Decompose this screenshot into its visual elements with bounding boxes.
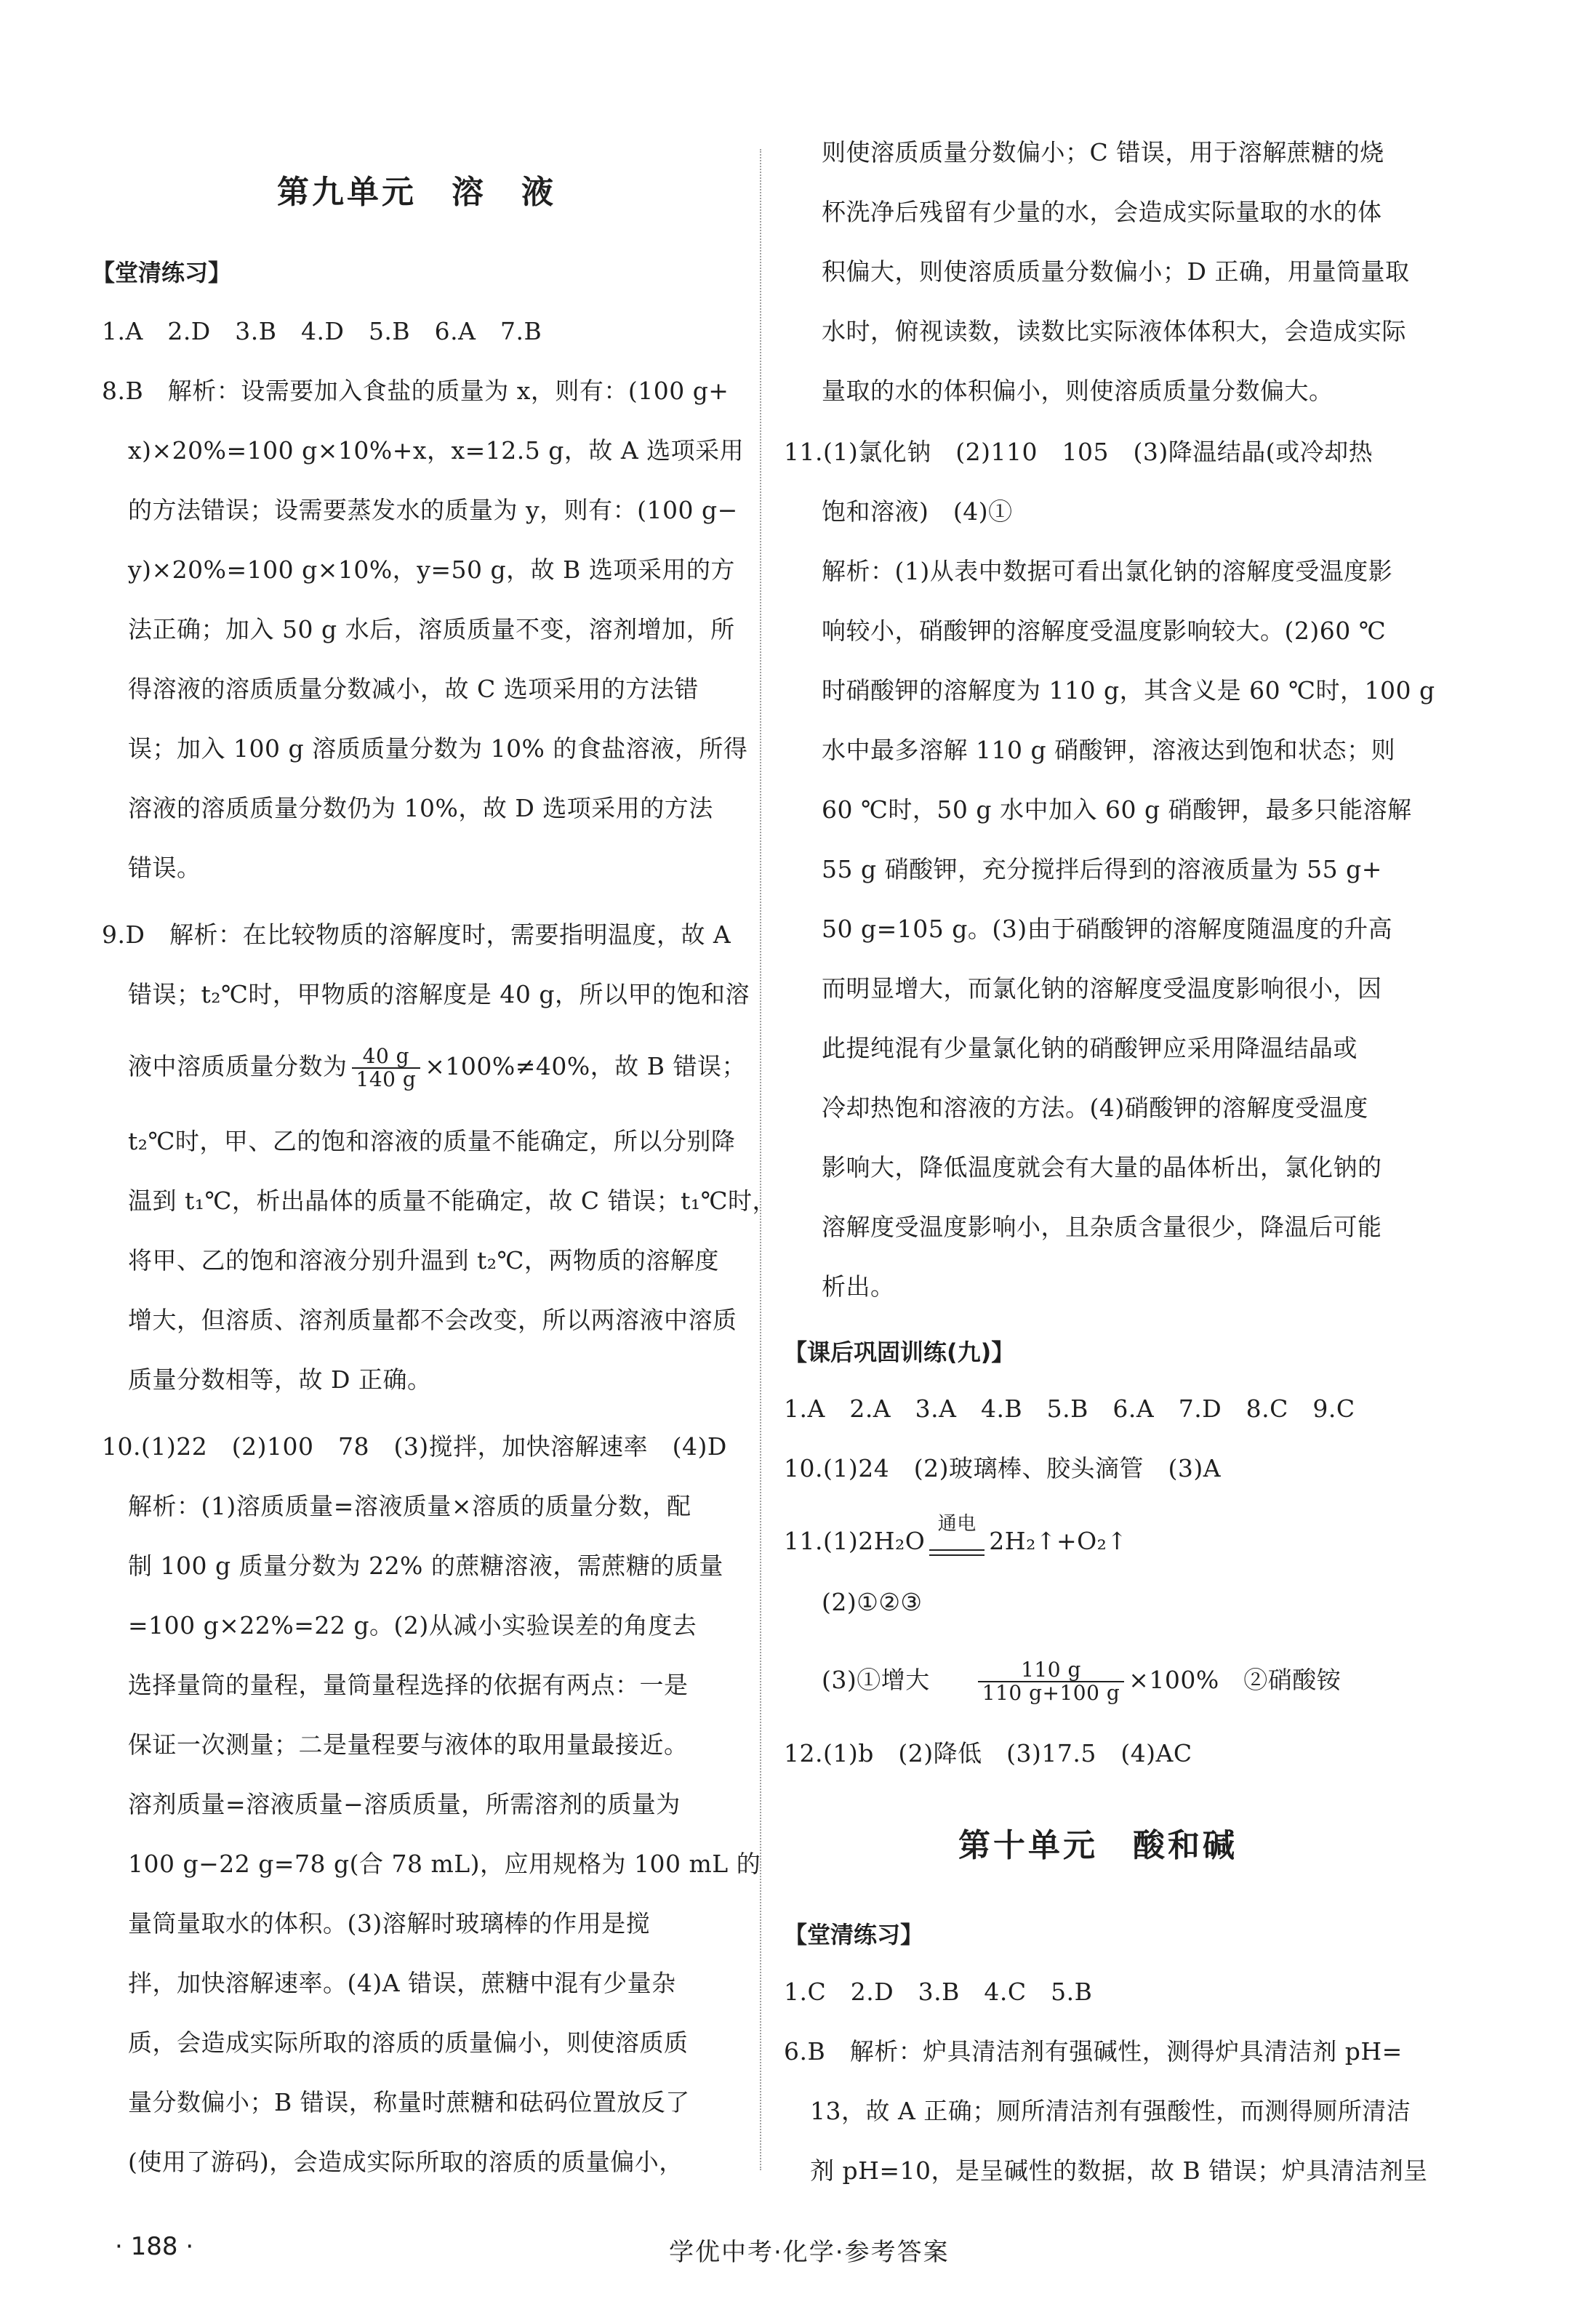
answer-line: x)×20%=100 g×10%+x，x=12.5 g，故 A 选项采用 — [128, 436, 745, 465]
q9-fraction — [352, 1045, 421, 1091]
answer-line: 60 ℃时，50 g 水中加入 60 g 硝酸钾，最多只能溶解 — [822, 795, 1412, 824]
answer-line: 此提纯混有少量氯化钠的硝酸钾应采用降温结晶或 — [822, 1034, 1358, 1062]
q11-3-numerator: 110 g — [978, 1659, 1125, 1682]
q11-3-suffix: ×100% ②硝酸铵 — [1128, 1666, 1342, 1694]
answer-line: (2)①②③ — [822, 1588, 923, 1616]
answer-line: 55 g 硝酸钾，充分搅拌后得到的溶液质量为 55 g+ — [822, 855, 1382, 883]
q11-equation-line — [784, 1513, 1128, 1556]
q9-fraction-suffix: ×100%≠40%，故 B 错误； — [425, 1052, 747, 1080]
answer-line: 量筒量取水的体积。(3)溶解时玻璃棒的作用是搅 — [128, 1909, 651, 1938]
book-title-footer: 学优中考·化学·参考答案 — [669, 2238, 950, 2267]
answer-line: 则使溶质质量分数偏小；C 错误，用于溶解蔗糖的烧 — [822, 138, 1384, 166]
answer-line: 10.(1)24 (2)玻璃棒、胶头滴管 (3)A — [784, 1454, 1222, 1482]
answer-line: 而明显增大，而氯化钠的溶解度受温度影响很小，因 — [822, 974, 1382, 1003]
answer-line: 误；加入 100 g 溶质质量分数为 10% 的食盐溶液，所得 — [128, 734, 748, 763]
answer-line: 量分数偏小；B 错误，称量时蔗糖和砝码位置放反了 — [128, 2088, 690, 2116]
answer-line: 1.A 2.A 3.A 4.B 5.B 6.A 7.D 8.C 9.C — [784, 1394, 1355, 1423]
answer-line: 剂 pH=10，是呈碱性的数据，故 B 错误；炉具清洁剂呈 — [810, 2156, 1428, 2185]
answer-line: 12.(1)b (2)降低 (3)17.5 (4)AC — [784, 1739, 1192, 1767]
answer-line: 响较小，硝酸钾的溶解度受温度影响较大。(2)60 ℃ — [822, 617, 1387, 645]
answer-line: 9.D 解析：在比较物质的溶解度时，需要指明温度，故 A — [102, 920, 731, 949]
answer-line: 将甲、乙的饱和溶液分别升温到 t₂℃，两物质的溶解度 — [128, 1246, 719, 1275]
q11-condition-label: 通电 — [937, 1513, 977, 1535]
answer-line: 温到 t₁℃，析出晶体的质量不能确定，故 C 错误；t₁℃时， — [128, 1187, 777, 1215]
answer-line: y)×20%=100 g×10%，y=50 g，故 B 选项采用的方 — [128, 555, 735, 584]
answer-line: 时硝酸钾的溶解度为 110 g，其含义是 60 ℃时，100 g — [822, 676, 1435, 705]
answer-line: t₂℃时，甲、乙的饱和溶液的质量不能确定，所以分别降 — [128, 1127, 736, 1155]
after-class-header: 【课后巩固训练(九)】 — [784, 1338, 1015, 1366]
answer-line: 溶剂质量=溶液质量−溶质质量，所需溶剂的质量为 — [128, 1790, 681, 1818]
answer-line: 的方法错误；设需要蒸发水的质量为 y，则有：(100 g− — [128, 496, 738, 524]
q11-3-prefix: (3)①增大 — [822, 1666, 930, 1694]
q9-fraction-line — [128, 1045, 746, 1091]
q11-reaction-condition — [925, 1513, 989, 1556]
answer-line: 法正确；加入 50 g 水后，溶质质量不变，溶剂增加，所 — [128, 615, 735, 643]
answer-line: 质，会造成实际所取的溶质的质量偏小，则使溶质质 — [128, 2028, 689, 2057]
answer-line: 溶液的溶质质量分数仍为 10%，故 D 选项采用的方法 — [128, 794, 713, 822]
answer-line: 拌，加快溶解速率。(4)A 错误，蔗糖中混有少量杂 — [128, 1969, 676, 1997]
q11-products: 2H₂↑+O₂↑ — [989, 1527, 1128, 1555]
answer-line: 选择量筒的量程，量筒量程选择的依据有两点：一是 — [128, 1671, 689, 1699]
answer-line: 制 100 g 质量分数为 22% 的蔗糖溶液，需蔗糖的质量 — [128, 1552, 723, 1580]
answer-line: =100 g×22%=22 g。(2)从减小实验误差的角度去 — [128, 1611, 697, 1639]
answer-line: 量取的水的体积偏小，则使溶质质量分数偏大。 — [822, 377, 1334, 405]
answer-line: 溶解度受温度影响小，且杂质含量很少，降温后可能 — [822, 1213, 1382, 1241]
unit10-practice-header: 【堂清练习】 — [784, 1921, 924, 1948]
answer-line: 增大，但溶质、溶剂质量都不会改变，所以两溶液中溶质 — [128, 1306, 737, 1334]
answer-line: 水时，俯视读数，读数比实际液体体积大，会造成实际 — [822, 317, 1406, 345]
answer-line: 1.C 2.D 3.B 4.C 5.B — [784, 1978, 1093, 2006]
answer-line: 错误；t₂℃时，甲物质的溶解度是 40 g，所以甲的饱和溶 — [128, 980, 750, 1008]
answer-line: 13，故 A 正确；厕所清洁剂有强酸性，而测得厕所清洁 — [810, 2097, 1411, 2125]
answer-line: 保证一次测量；二是量程要与液体的取用量最接近。 — [128, 1730, 689, 1759]
answer-line: 得溶液的溶质质量分数减小，故 C 选项采用的方法错 — [128, 675, 699, 703]
answer-line: 100 g−22 g=78 g(合 78 mL)，应用规格为 100 mL 的 — [128, 1850, 761, 1878]
q9-fraction-prefix: 液中溶质质量分数为 — [128, 1052, 348, 1080]
answer-line: 50 g=105 g。(3)由于硝酸钾的溶解度随温度的升高 — [822, 915, 1393, 943]
q11-reactant: 11.(1)2H₂O — [784, 1527, 926, 1555]
q9-fraction-denominator: 140 g — [356, 1067, 417, 1091]
answer-line: 析出。 — [822, 1272, 895, 1301]
answer-line: 饱和溶液) (4)① — [822, 497, 1013, 526]
answer-line: 水中最多溶解 110 g 硝酸钾，溶液达到饱和状态；则 — [822, 736, 1396, 764]
page-number: · 188 · — [115, 2232, 194, 2261]
answer-line: 解析：(1)从表中数据可看出氯化钠的溶解度受温度影 — [822, 557, 1393, 585]
unit9-title: 第九单元 溶 液 — [277, 174, 556, 211]
q11-3-fraction — [978, 1659, 1125, 1704]
q11-3-fraction-line — [822, 1659, 1341, 1704]
answer-line: 10.(1)22 (2)100 78 (3)搅拌，加快溶解速率 (4)D — [102, 1432, 727, 1461]
answer-line: 影响大，降低温度就会有大量的晶体析出，氯化钠的 — [822, 1153, 1382, 1181]
answer-line: 6.B 解析：炉具清洁剂有强碱性，测得炉具清洁剂 pH= — [784, 2037, 1403, 2066]
answer-line: 8.B 解析：设需要加入食盐的质量为 x，则有：(100 g+ — [102, 377, 729, 405]
q11-3-denominator: 110 g+100 g — [982, 1681, 1120, 1705]
answer-line: 解析：(1)溶质质量=溶液质量×溶质的质量分数，配 — [128, 1492, 691, 1520]
unit9-practice-header: 【堂清练习】 — [92, 259, 232, 286]
answer-line: 杯洗净后残留有少量的水，会造成实际量取的水的体 — [822, 198, 1382, 226]
answer-line: 错误。 — [128, 854, 201, 882]
answer-line: 冷却热饱和溶液的方法。(4)硝酸钾的溶解度受温度 — [822, 1093, 1368, 1122]
answer-line: 积偏大，则使溶质质量分数偏小；D 正确，用量筒量取 — [822, 257, 1410, 286]
q9-fraction-numerator: 40 g — [352, 1045, 421, 1069]
unit10-title: 第十单元 酸和碱 — [958, 1827, 1238, 1864]
answer-line: (使用了游码)，会造成实际所取的溶质的质量偏小， — [128, 2148, 683, 2176]
answer-line: 质量分数相等，故 D 正确。 — [128, 1365, 432, 1394]
answer-line: 11.(1)氯化钠 (2)110 105 (3)降温结晶(或冷却热 — [784, 438, 1374, 466]
answer-line: 1.A 2.D 3.B 4.D 5.B 6.A 7.B — [102, 317, 542, 345]
